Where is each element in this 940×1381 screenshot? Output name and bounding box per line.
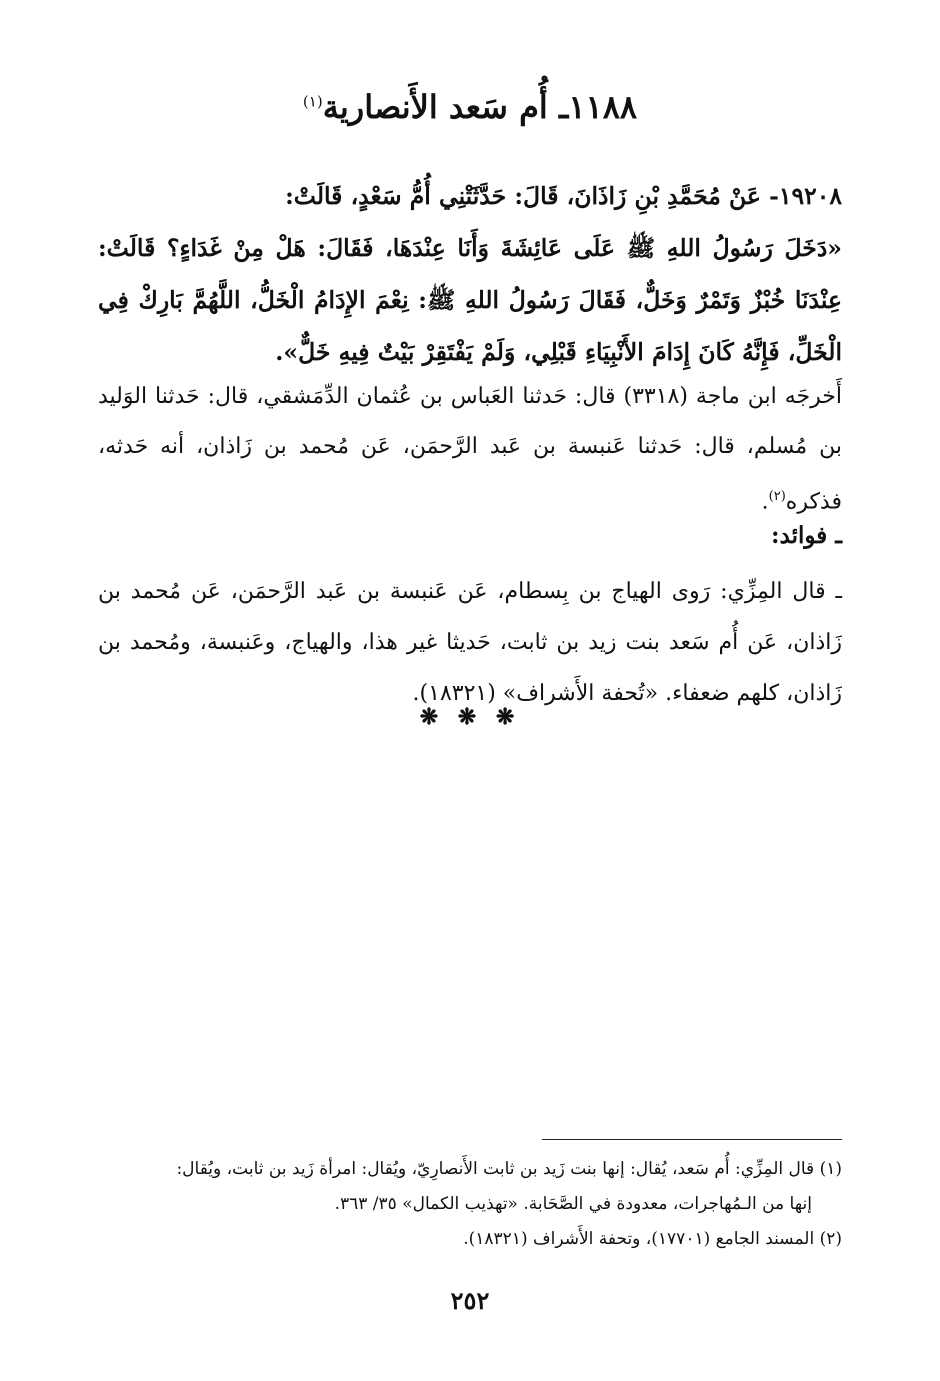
footnote-2: (٢) المسند الجامع (١٧٧٠١)، وتحفة الأَشراف (١٨٣٢١). [463,1229,842,1249]
takhrij-block [98,372,842,527]
fawaid-text: ـ قال المِزِّي: رَوى الهياج بن بِسطام، عَن عَنبسة بن عَبد الرَّحمَن، عَن مُحمد بن زَاذان، عَن أُم سَعد بنت زيد بن ثابت، حَديثا غير هذا، والهياج، وعَنبسة، ومُحمد بن زَاذان، كلهم ضعفاء. «تُحفة الأَشراف» (١٨٣٢١). [98,579,842,706]
footnote-1-line-2: إنها من الـمُهاجرات، معدودة في الصَّحَابة. «تهذيب الكمال» ٣٥/ ٣٦٣. [334,1194,812,1214]
hadith-intro: ١٩٢٠٨- عَنْ مُحَمَّدِ بْنِ زَاذَانَ، قَالَ: حَدَّثَتْنِي أُمُّ سَعْدٍ، قَالَتْ: [285,182,842,210]
fawaid-heading: ـ فوائد: [771,522,842,549]
chapter-title [100,88,840,126]
page-number: ٢٥٢ [450,1286,490,1315]
footnotes-block [98,1152,842,1257]
section-separator: ❋ ❋ ❋ [419,704,521,730]
chapter-title-text: ١١٨٨ـ أُم سَعد الأَنصارية [322,88,638,126]
chapter-footnote-ref: (١) [302,92,323,111]
footnote-divider [542,1139,842,1140]
fawaid-block [98,566,842,719]
hadith-text: «دَخَلَ رَسُولُ اللهِ ﷺ عَلَى عَائِشَةَ وَأَنَا عِنْدَهَا، فَقَالَ: هَلْ مِنْ غَدَاءٍ؟ قَالَتْ: عِنْدَنَا خُبْزٌ وَتَمْرٌ وَخَلٌّ، فَقَالَ رَسُولُ اللهِ ﷺ: نِعْمَ الإِدَامُ الْخَلُّ، اللَّهُمَّ بَارِكْ فِي الْخَلِّ، فَإِنَّهُ كَانَ إِدَامَ الأَنْبِيَاءِ قَبْلِي، وَلَمْ يَفْتَقِرْ بَيْتٌ فِيهِ خَلٌّ». [98,234,842,366]
takhrij-paragraph [98,372,842,527]
takhrij-tail: . [761,489,769,515]
takhrij-text: أَخرجَه ابن ماجة (٣٣١٨) قال: حَدثنا العَباس بن عُثمان الدِّمَشقي، قال: حَدثنا الوَليد بن مُسلم، قال: حَدثنا عَنبسة بن عَبد الرَّحمَن، عَن مُحمد بن زَاذان، أنه حَدثه، فذكره [98,384,843,515]
takhrij-footnote-ref: (٢) [768,489,786,504]
footnote-1-line-1: (١) قال المِزِّي: أُم سَعد، يُقال: إنها بنت زَيد بن ثابت الأَنصارِيّ، ويُقال: امرأة زَيد بن ثابت، ويُقال: [176,1159,842,1179]
hadith-block [98,170,842,378]
